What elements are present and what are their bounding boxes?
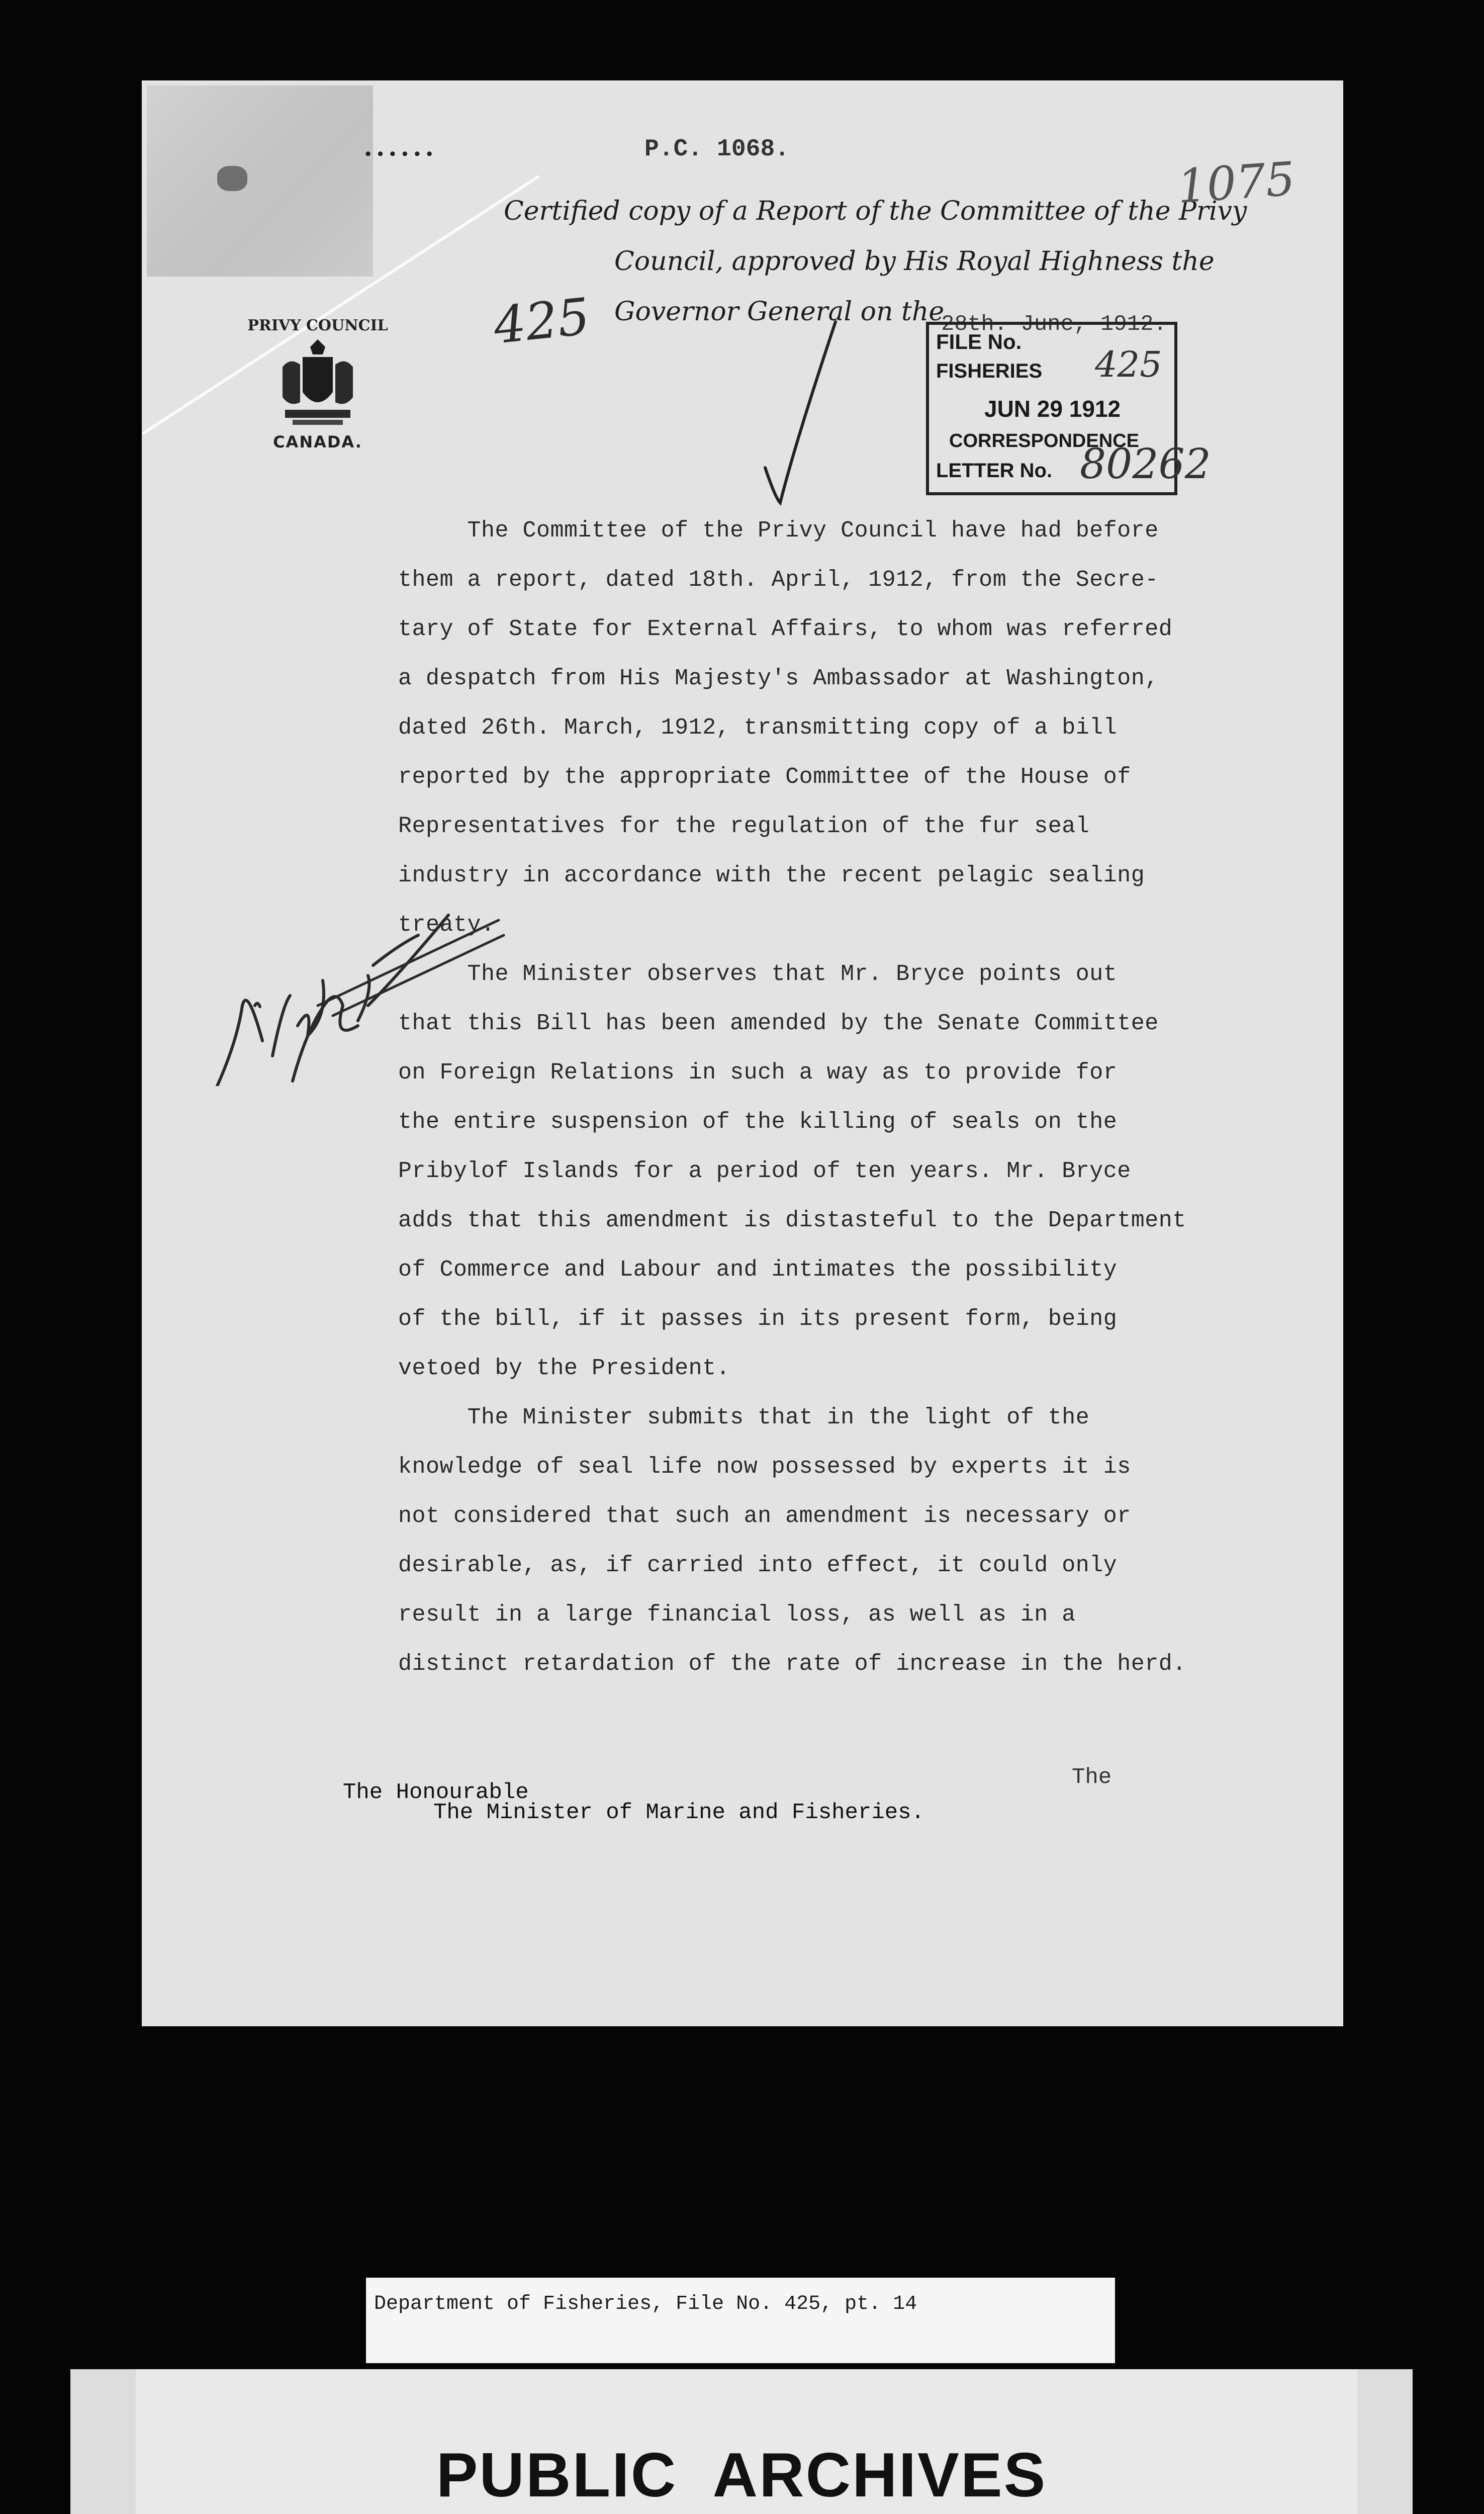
archives-title-english: PUBLIC ARCHIVES (436, 2441, 1047, 2510)
handwritten-top-number: 1075 (1175, 151, 1297, 214)
tape-mark (217, 166, 247, 191)
report-line: a despatch from His Majesty's Ambassador at Washington, (398, 666, 1159, 691)
report-line: dated 26th. March, 1912, transmitting copy of a bill (398, 715, 1118, 741)
addressee-line-1: The Honourable (343, 1780, 529, 1805)
file-stamp (926, 322, 1211, 495)
report-line: them a report, dated 18th. April, 1912, from the Secre- (398, 567, 1159, 593)
stamp-letter-label: LETTER No. (936, 460, 1053, 482)
report-line: on Foreign Relations in such a way as to provide for (398, 1060, 1118, 1086)
certification-line-1: Certified copy of a Report of the Committee of the Privy (504, 196, 1247, 226)
stamp-correspondence: CORRESPONDENCE (949, 430, 1139, 452)
report-line: Pribylof Islands for a period of ten years. Mr. Bryce (398, 1158, 1131, 1184)
report-line: tary of State for External Affairs, to whom was referred (398, 616, 1173, 642)
file-reference-label (366, 2278, 1115, 2363)
report-line: of the bill, if it passes in its present form, being (398, 1306, 1118, 1332)
public-archives-card (70, 2369, 1413, 2514)
certification-date: 28th. June, 1912. (941, 312, 1167, 337)
report-line: distinct retardation of the rate of increase in the herd. (398, 1651, 1186, 1677)
report-line: The Committee of the Privy Council have had before (398, 518, 1159, 544)
coat-of-arms-icon (272, 337, 363, 432)
seal-bottom-text: CANADA. (273, 432, 362, 452)
report-line: the entire suspension of the killing of seals on the (398, 1109, 1118, 1135)
privy-council-seal (242, 317, 393, 453)
addressee-line-2: The Minister of Marine and Fisheries. (433, 1800, 924, 1825)
report-line: of Commerce and Labour and intimates the possibility (398, 1257, 1118, 1283)
report-line: treaty. (398, 912, 495, 938)
report-line: reported by the appropriate Committee of the House of (398, 764, 1131, 790)
report-line: desirable, as, if carried into effect, it could only (398, 1553, 1118, 1578)
catchword: The (1072, 1765, 1112, 1790)
report-line: The Minister submits that in the light of the (398, 1405, 1090, 1430)
report-line: industry in accordance with the recent pelagic sealing (398, 863, 1145, 888)
stamp-fisheries-label: FISHERIES (936, 360, 1043, 382)
report-line: Representatives for the regulation of the fur seal (398, 814, 1090, 839)
report-line: not considered that such an amendment is necessary or (398, 1503, 1131, 1529)
pc-number: P.C. 1068. (644, 136, 790, 163)
report-line: result in a large financial loss, as well as in a (398, 1602, 1076, 1628)
handwritten-side-note-icon (207, 875, 509, 1086)
report-line: adds that this amendment is distasteful to the Department (398, 1208, 1186, 1233)
file-reference-text: Department of Fisheries, File No. 425, pt. 14 (374, 2293, 917, 2315)
stamp-file-label: FILE No. (936, 330, 1022, 353)
stamp-file-value: 425 (1095, 344, 1162, 385)
document-sheet (142, 80, 1343, 2026)
check-mark-icon (760, 317, 841, 508)
tape-marks: •••••• (363, 146, 437, 165)
report-line: The Minister observes that Mr. Bryce points out (398, 961, 1118, 987)
stamp-letter-value: 80262 (1080, 440, 1211, 488)
certification-line-3: Governor General on the (614, 297, 945, 327)
report-line: that this Bill has been amended by the Senate Committee (398, 1011, 1159, 1036)
report-line: vetoed by the President. (398, 1356, 730, 1381)
stamp-date: JUN 29 1912 (984, 396, 1121, 422)
tape-corner (147, 85, 373, 277)
report-line: knowledge of seal life now possessed by experts it is (398, 1454, 1131, 1480)
handwritten-file-number: 425 (491, 287, 593, 355)
seal-top-text: PRIVY COUNCIL (247, 317, 388, 334)
report-body (398, 518, 1333, 1775)
certification-line-2: Council, approved by His Royal Highness the (614, 246, 1215, 277)
